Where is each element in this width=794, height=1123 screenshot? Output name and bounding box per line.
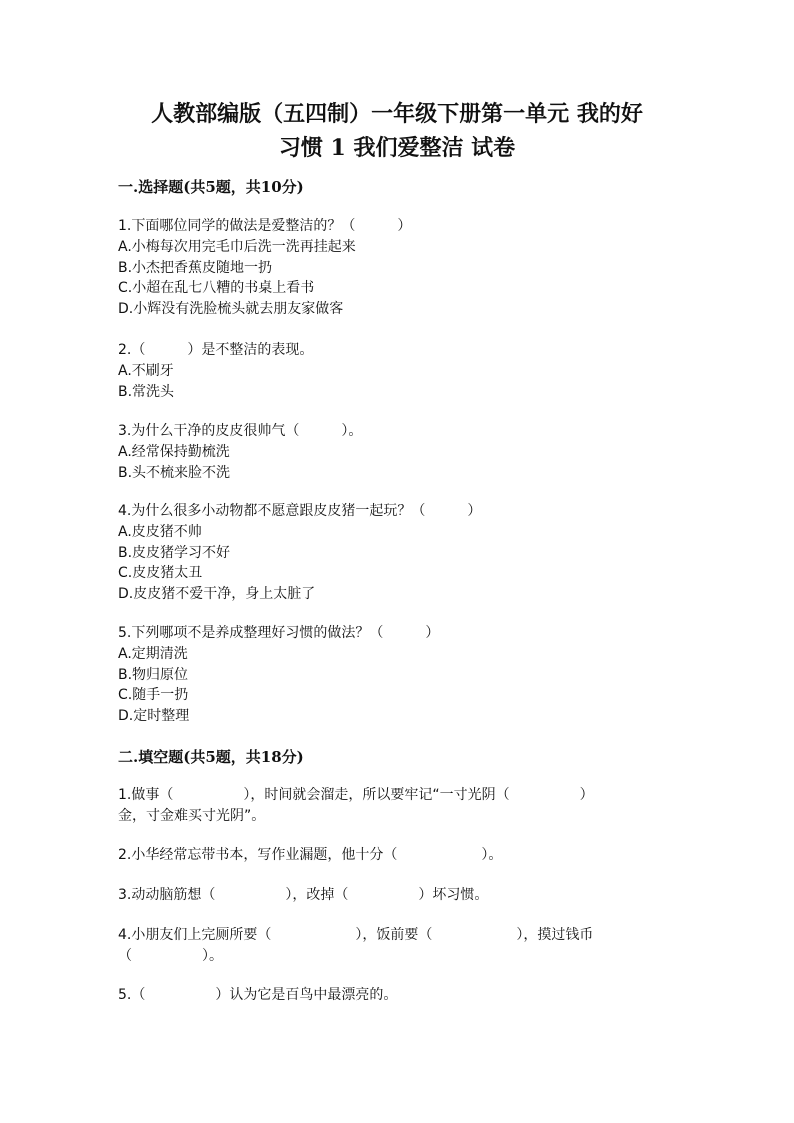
page-title-line-2: 习惯 1 我们爱整洁 试卷 [278, 135, 516, 161]
section-heading-choice: 一.选择题(共5题，共10分) [118, 178, 304, 196]
question-option: C.随手一扔 [118, 687, 189, 704]
question-stem: 5.（ ）认为它是百鸟中最漂亮的。 [118, 987, 398, 1003]
question-option: B.物归原位 [118, 666, 189, 683]
fill-question-5 [118, 985, 678, 1006]
question-stem: 2.（ ）是不整洁的表现。 [118, 342, 314, 358]
question-stem: 2.小华经常忘带书本，写作业漏题，他十分（ ）。 [118, 847, 503, 863]
question-option: D.小辉没有洗脸梳头就去朋友家做客 [118, 301, 344, 318]
question-stem: 4.小朋友们上完厕所要（ ），饭前要（ ），摸过钱币 [118, 927, 594, 943]
fill-question-1 [118, 785, 678, 827]
question-option: B.头不梳来脸不洗 [118, 464, 231, 481]
section-heading-fill: 二.填空题(共5题，共18分) [118, 748, 304, 766]
question-option: A.经常保持勤梳洗 [118, 443, 230, 460]
question-option: C.小超在乱七八糟的书桌上看书 [118, 280, 315, 297]
question-option: D.定时整理 [118, 708, 190, 725]
choice-question-1 [118, 216, 678, 320]
question-stem: 4.为什么很多小动物都不愿意跟皮皮猪一起玩？（ ） [118, 503, 482, 519]
question-option: A.皮皮猪不帅 [118, 523, 202, 540]
question-stem-continued: 金，寸金难买寸光阴”。 [118, 807, 266, 824]
choice-question-4 [118, 501, 678, 605]
choice-question-3 [118, 421, 678, 483]
question-stem: 3.动动脑筋想（ ），改掉（ ）坏习惯。 [118, 887, 489, 903]
question-option: C.皮皮猪太丑 [118, 565, 203, 582]
question-stem: 1.下面哪位同学的做法是爱整洁的？（ ） [118, 218, 412, 234]
question-stem: 3.为什么干净的皮皮很帅气（ ）。 [118, 423, 363, 439]
question-option: A.小梅每次用完毛巾后洗一洗再挂起来 [118, 238, 356, 255]
fill-question-2 [118, 845, 678, 866]
question-option: B.皮皮猪学习不好 [118, 544, 231, 561]
fill-question-4 [118, 925, 678, 967]
fill-question-3 [118, 885, 678, 906]
page-title-line-1: 人教部编版（五四制）一年级下册第一单元 我的好 [151, 101, 643, 127]
choice-question-2 [118, 340, 678, 402]
choice-question-5 [118, 623, 678, 727]
question-option: B.小杰把香蕉皮随地一扔 [118, 259, 273, 276]
question-option: B.常洗头 [118, 383, 175, 400]
question-stem-continued: （ ）。 [118, 947, 223, 964]
question-option: D.皮皮猪不爱干净，身上太脏了 [118, 586, 316, 603]
question-option: A.不刷牙 [118, 362, 174, 379]
question-stem: 5.下列哪项不是养成整理好习惯的做法？（ ） [118, 625, 440, 641]
page-title [110, 97, 684, 165]
question-option: A.定期清洗 [118, 645, 188, 662]
question-stem: 1.做事（ ），时间就会溜走，所以要牢记“一寸光阴（ ） [118, 787, 594, 803]
